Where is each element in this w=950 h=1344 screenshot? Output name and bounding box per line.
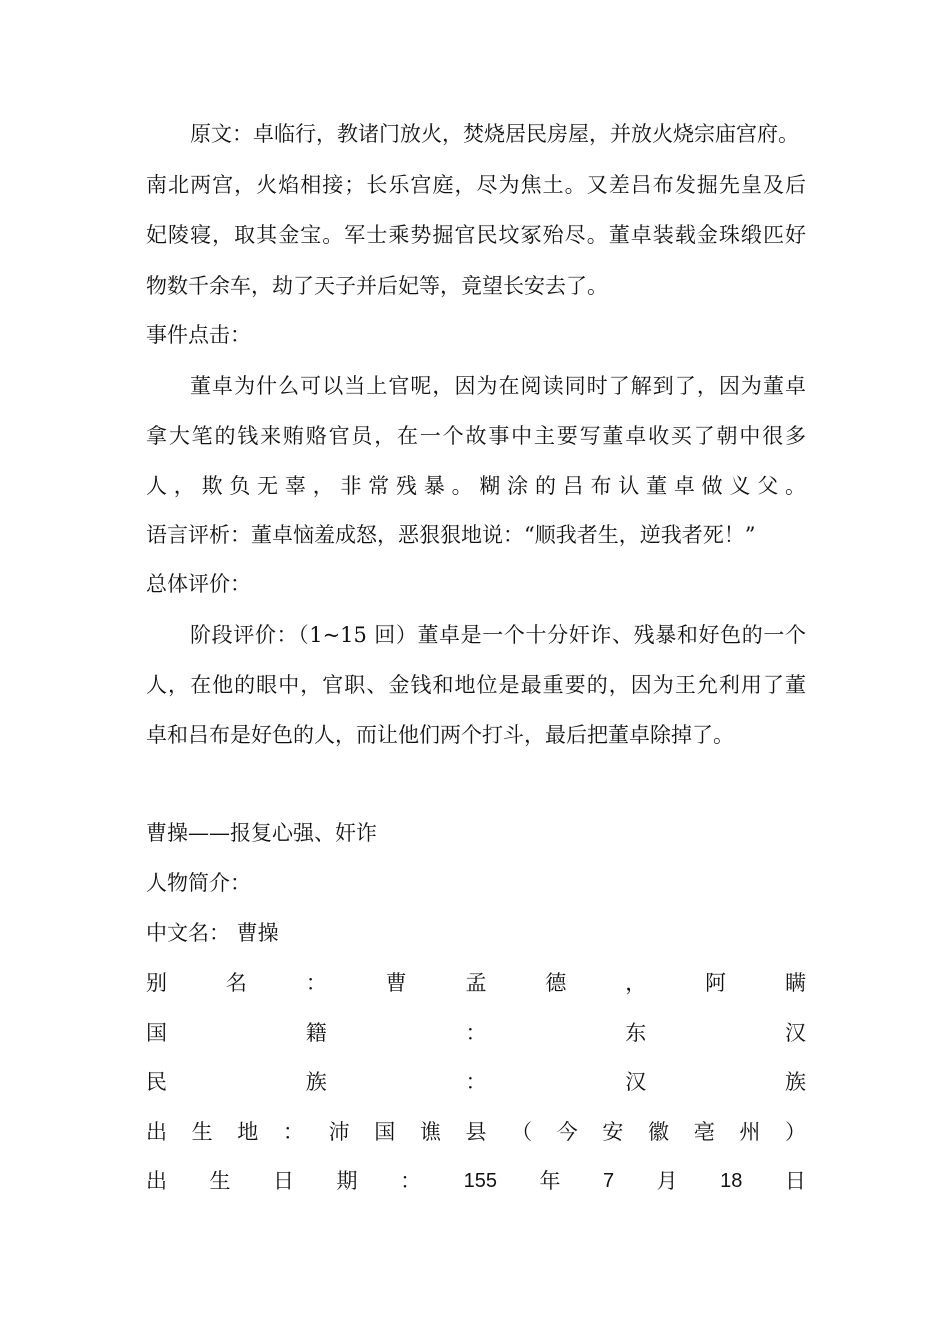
birthplace-char: 安 bbox=[602, 1120, 624, 1144]
birthdate-row bbox=[146, 1166, 806, 1196]
birthdate-char: 生 bbox=[209, 1169, 231, 1193]
birthdate-char: 日 bbox=[784, 1169, 806, 1193]
birth-month: 7 bbox=[602, 1170, 615, 1192]
birthplace-char: 地 bbox=[237, 1120, 259, 1144]
alias-char: 孟 bbox=[465, 971, 487, 995]
birthdate-char: 月 bbox=[656, 1169, 678, 1193]
overall-heading: 总体评价： bbox=[146, 572, 251, 596]
birth-year: 155 bbox=[463, 1170, 497, 1192]
birthplace-char: 沛 bbox=[328, 1120, 350, 1144]
nationality-row bbox=[146, 1018, 806, 1048]
birthplace-char: 国 bbox=[374, 1120, 396, 1144]
nationality-char: 国 bbox=[146, 1021, 167, 1045]
alias-char: ， bbox=[625, 971, 647, 995]
ethnicity-char: 族 bbox=[785, 1070, 806, 1094]
birthplace-char: 亳 bbox=[693, 1120, 715, 1144]
birthplace-char: 今 bbox=[556, 1120, 578, 1144]
chinese-name-row: 中文名： 曹操 bbox=[146, 921, 279, 945]
nationality-char: 籍 bbox=[305, 1021, 327, 1045]
birthdate-char: 期 bbox=[336, 1169, 358, 1193]
alias-char: 阿 bbox=[705, 971, 727, 995]
birthplace-char: ） bbox=[784, 1120, 806, 1144]
birth-day: 18 bbox=[720, 1170, 743, 1192]
birthplace-row bbox=[146, 1117, 806, 1147]
event-heading: 事件点击： bbox=[146, 323, 251, 347]
original-text-line-1: 原文：卓临行，教诸门放火，焚烧居民房屋，并放火烧宗庙宫府。 bbox=[190, 122, 799, 146]
alias-char: 别 bbox=[146, 971, 167, 995]
birthdate-char: 日 bbox=[273, 1169, 295, 1193]
language-review: 语言评析：董卓恼羞成怒，恶狠狠地说：“顺我者生，逆我者死！” bbox=[146, 523, 756, 547]
event-text-line-3: 人，欺负无辜，非常残暴。糊涂的吕布认董卓做义父。 bbox=[146, 474, 806, 498]
birthplace-char: ： bbox=[282, 1120, 304, 1144]
alias-char: ： bbox=[305, 971, 327, 995]
caocao-title: 曹操——报复心强、奸诈 bbox=[146, 821, 377, 845]
birthplace-char: （ bbox=[511, 1120, 533, 1144]
original-text-line-3: 妃陵寝，取其金宝。军士乘势掘官民坟冢殆尽。董卓装载金珠缎匹好 bbox=[146, 223, 806, 247]
birthplace-char: 生 bbox=[191, 1120, 213, 1144]
alias-char: 德 bbox=[545, 971, 567, 995]
ethnicity-char: 族 bbox=[305, 1070, 327, 1094]
birthdate-char: 出 bbox=[146, 1169, 167, 1193]
birthdate-char: 年 bbox=[539, 1169, 561, 1193]
alias-char: 瞒 bbox=[785, 971, 806, 995]
profile-heading: 人物简介： bbox=[146, 871, 251, 895]
stage-review-line-1: 阶段评价：（1~15 回）董卓是一个十分奸诈、残暴和好色的一个 bbox=[190, 623, 806, 647]
ethnicity-char: 汉 bbox=[625, 1070, 647, 1094]
stage-review-line-2: 人，在他的眼中，官职、金钱和地位是最重要的，因为王允利用了董 bbox=[146, 673, 806, 697]
ethnicity-char: ： bbox=[465, 1070, 487, 1094]
original-text-line-2: 南北两宫，火焰相接；长乐宫庭，尽为焦土。又差吕布发掘先皇及后 bbox=[146, 173, 806, 197]
birthplace-char: 徽 bbox=[648, 1120, 670, 1144]
ethnicity-char: 民 bbox=[146, 1070, 167, 1094]
event-text-line-2: 拿大笔的钱来贿赂官员，在一个故事中主要写董卓收买了朝中很多 bbox=[146, 424, 806, 448]
ethnicity-row bbox=[146, 1067, 806, 1097]
stage-review-line-3: 卓和吕布是好色的人，而让他们两个打斗，最后把董卓除掉了。 bbox=[146, 723, 734, 747]
alias-char: 名 bbox=[225, 971, 247, 995]
event-text-line-1: 董卓为什么可以当上官呢，因为在阅读同时了解到了，因为董卓 bbox=[190, 374, 806, 398]
original-text-line-4: 物数千余车，劫了天子并后妃等，竟望长安去了。 bbox=[146, 274, 608, 298]
birthplace-char: 出 bbox=[146, 1120, 167, 1144]
birthplace-char: 县 bbox=[465, 1120, 487, 1144]
nationality-char: 汉 bbox=[785, 1021, 806, 1045]
birthplace-char: 州 bbox=[739, 1120, 761, 1144]
alias-row bbox=[146, 968, 806, 998]
birthplace-char: 谯 bbox=[419, 1120, 441, 1144]
alias-char: 曹 bbox=[385, 971, 407, 995]
birthdate-char: ： bbox=[400, 1169, 422, 1193]
nationality-char: ： bbox=[465, 1021, 487, 1045]
nationality-char: 东 bbox=[625, 1021, 647, 1045]
